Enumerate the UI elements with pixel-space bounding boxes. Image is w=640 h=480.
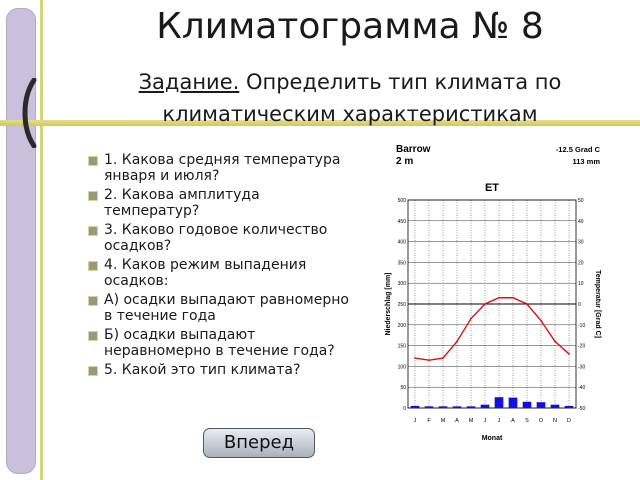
month-label: D: [567, 418, 571, 424]
mean-temperature: -12.5 Grad C: [555, 145, 600, 154]
temperature-point: [428, 359, 430, 361]
question-item: Б) осадки выпадают неравномерно в течение года?: [88, 327, 350, 359]
slide-title: Климатограмма № 8: [156, 6, 544, 47]
chart-ticks: [398, 198, 586, 424]
month-label: O: [538, 418, 544, 424]
right-tick-label: 10: [578, 281, 584, 288]
x-axis-label: Monat: [481, 435, 503, 442]
left-tick-label: 300: [397, 281, 406, 288]
task-label: Задание.: [138, 70, 240, 94]
right-tick-label: -10: [578, 322, 586, 329]
right-tick-label: 20: [578, 260, 584, 267]
left-tick-label: 100: [397, 364, 406, 371]
precipitation-bars: [411, 397, 574, 408]
left-tick-label: 400: [397, 239, 406, 246]
chart-grid: [408, 200, 576, 408]
annual-precipitation: 113 mm: [572, 157, 600, 166]
precipitation-bar: [509, 398, 518, 408]
month-label: M: [440, 418, 446, 424]
temperature-point: [498, 297, 500, 299]
precipitation-bar: [439, 406, 448, 408]
temperature-point: [442, 357, 444, 359]
climatogram: [382, 140, 602, 446]
right-tick-label: -40: [578, 385, 586, 392]
precipitation-bar: [411, 406, 420, 408]
precipitation-bar: [453, 406, 462, 408]
precipitation-bar: [495, 397, 504, 408]
month-label: S: [525, 418, 529, 424]
precipitation-bar: [537, 402, 546, 408]
temperature-point: [456, 341, 458, 343]
temperature-point: [484, 303, 486, 305]
right-tick-label: -30: [578, 364, 586, 371]
temperature-series-line: [415, 298, 569, 360]
precipitation-bar: [523, 402, 532, 408]
right-axis-label: Temperatur [Grad C]: [594, 270, 601, 338]
task-text: Определить тип климата по климатическим характеристикам: [162, 70, 562, 126]
left-tick-label: 150: [397, 343, 406, 350]
precipitation-bar: [481, 405, 490, 408]
left-tick-label: 350: [397, 260, 406, 267]
left-tick-label: 0: [403, 406, 406, 412]
month-label: J: [413, 418, 417, 424]
month-label: J: [497, 418, 501, 424]
right-tick-label: 0: [578, 302, 581, 308]
margin-line: [40, 0, 43, 480]
left-tick-label: 200: [397, 322, 406, 329]
right-tick-label: -50: [578, 406, 586, 412]
question-item: 2. Какова амплитуда температур?: [88, 187, 350, 219]
precipitation-bar: [565, 406, 574, 408]
task-statement: [80, 66, 620, 130]
left-tick-label: 50: [400, 385, 406, 392]
month-label: A: [455, 418, 459, 424]
left-tick-label: 250: [397, 302, 406, 308]
question-item: А) осадки выпадают равномерно в течение года: [88, 292, 350, 324]
climate-code: ET: [484, 182, 500, 194]
temperature-point: [470, 318, 472, 320]
right-tick-label: -20: [578, 343, 586, 350]
station-name: Barrow: [396, 144, 431, 155]
temperature-point: [568, 353, 570, 355]
month-label: M: [468, 418, 474, 424]
temperature-point: [414, 357, 416, 359]
question-item: 5. Какой это тип климата?: [88, 362, 350, 378]
question-item: 4. Каков режим выпадения осадков:: [88, 257, 350, 289]
climatogram-chart: [382, 140, 602, 446]
temperature-point: [554, 341, 556, 343]
precipitation-bar: [467, 406, 476, 408]
precipitation-bar: [425, 406, 434, 408]
right-tick-label: 50: [578, 198, 584, 204]
month-label: A: [511, 418, 515, 424]
station-elevation: 2 m: [396, 156, 414, 167]
question-item: 3. Каково годовое количество осадков?: [88, 222, 350, 254]
left-axis-label: Niederschlag [mm]: [385, 272, 392, 336]
temperature-line: [414, 297, 570, 361]
precipitation-bar: [551, 405, 560, 408]
month-label: F: [427, 418, 431, 424]
left-tick-label: 500: [397, 198, 406, 204]
right-tick-label: 40: [578, 218, 584, 225]
question-list: [88, 152, 350, 381]
month-label: N: [553, 418, 557, 424]
temperature-point: [512, 297, 514, 299]
left-tick-label: 450: [397, 218, 406, 225]
temperature-point: [526, 303, 528, 305]
temperature-point: [540, 320, 542, 322]
decorative-strip: [0, 0, 62, 480]
question-item: 1. Какова средняя температура января и июля?: [88, 152, 350, 184]
bracket-icon: [16, 78, 38, 148]
next-button[interactable]: Вперед: [203, 428, 315, 458]
month-label: J: [483, 418, 487, 424]
right-tick-label: 30: [578, 239, 584, 246]
